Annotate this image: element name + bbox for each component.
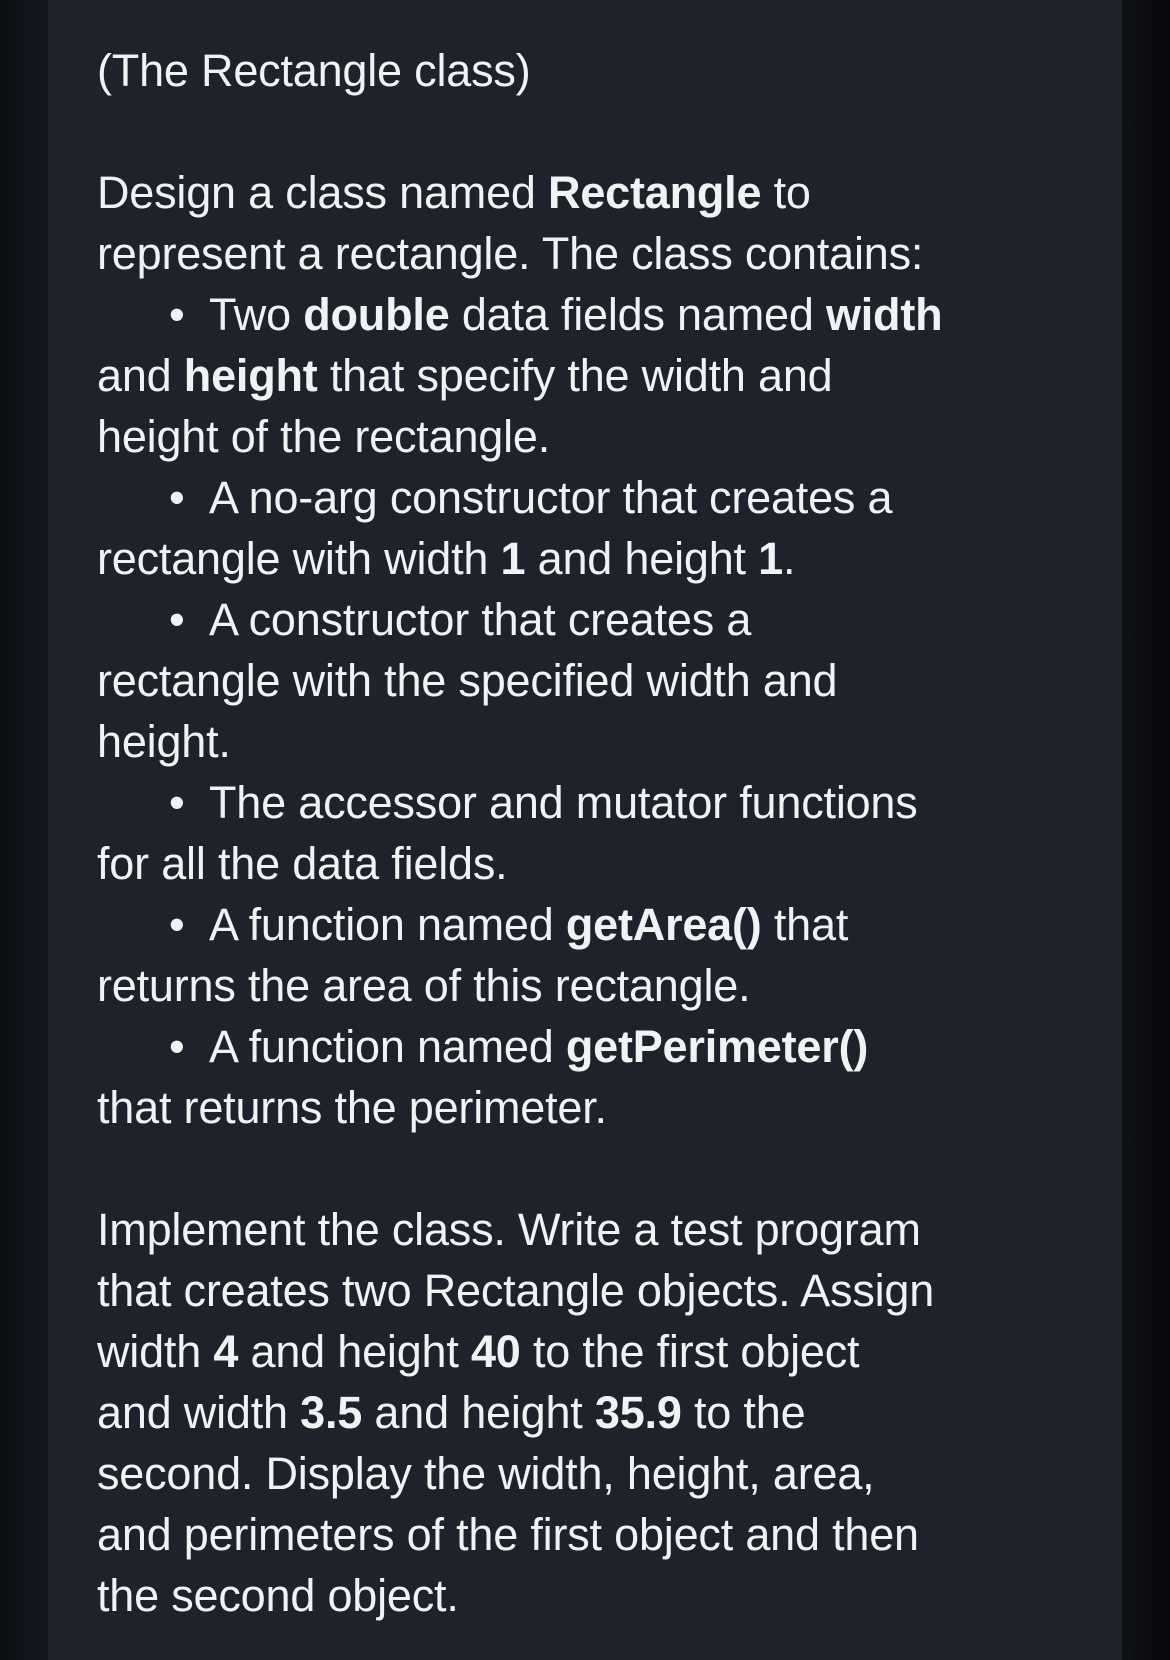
implementation-line-4: and width 3.5 and height 35.9 to the — [97, 1387, 806, 1438]
bullet-continuation: for all the data fields. — [97, 838, 508, 889]
implementation-line-7: the second object. — [97, 1570, 459, 1621]
bullet-glyph: • — [169, 777, 185, 828]
bullet-item-accessors: • The accessor and mutator functions — [97, 772, 1097, 833]
intro-line-2: represent a rectangle. The class contains: — [97, 228, 924, 279]
bullet-glyph: • — [169, 289, 185, 340]
paragraph-gap — [97, 1138, 1097, 1199]
left-edge — [0, 0, 48, 1660]
problem-text — [97, 40, 1097, 1626]
bullet-continuation: returns the area of this rectangle. — [97, 960, 751, 1011]
problem-title: (The Rectangle class) — [97, 45, 531, 96]
bullet-item-noarg-constructor: • A no-arg constructor that creates a — [97, 467, 1097, 528]
bullet-glyph: • — [169, 899, 185, 950]
bullet-continuation: rectangle with the specified width and — [97, 655, 838, 706]
bullet-continuation: rectangle with width 1 and height 1. — [97, 533, 796, 584]
bullet-continuation: and height that specify the width and — [97, 350, 833, 401]
implementation-line-5: second. Display the width, height, area, — [97, 1448, 875, 1499]
paragraph-gap — [97, 101, 1097, 162]
right-edge — [1122, 0, 1170, 1660]
bullet-item-constructor: • A constructor that creates a — [97, 589, 1097, 650]
bullet-glyph: • — [169, 1021, 185, 1072]
implementation-line-1: Implement the class. Write a test program — [97, 1204, 921, 1255]
bullet-continuation: height. — [97, 716, 231, 767]
bullet-glyph: • — [169, 472, 185, 523]
bullet-continuation: height of the rectangle. — [97, 411, 551, 462]
bullet-glyph: • — [169, 594, 185, 645]
implementation-line-2: that creates two Rectangle objects. Assign — [97, 1265, 935, 1316]
intro-line-1: Design a class named Rectangle to — [97, 167, 811, 218]
implementation-line-6: and perimeters of the first object and then — [97, 1509, 919, 1560]
bullet-continuation: that returns the perimeter. — [97, 1082, 607, 1133]
bullet-item-data-fields: • Two double data fields named width — [97, 284, 1097, 345]
implementation-line-3: width 4 and height 40 to the first object — [97, 1326, 860, 1377]
bullet-item-getperimeter: • A function named getPerimeter() — [97, 1016, 1097, 1077]
bullet-item-getarea: • A function named getArea() that — [97, 894, 1097, 955]
class-name: Rectangle — [548, 167, 762, 218]
